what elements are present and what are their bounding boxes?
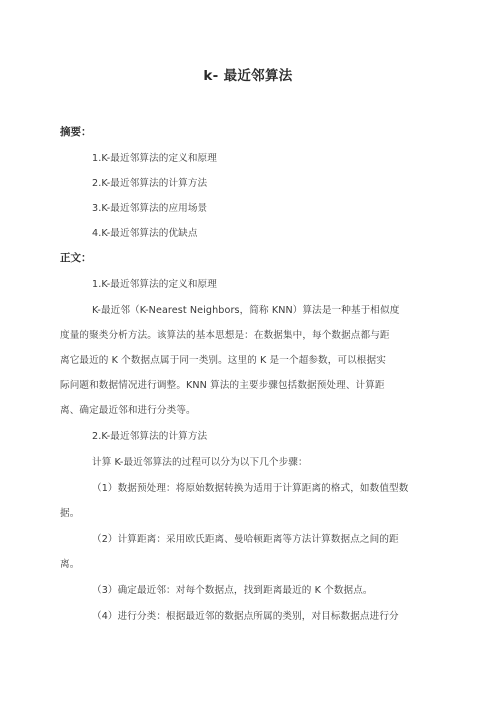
- abstract-item: 2.K-最近邻算法的计算方法: [92, 178, 208, 189]
- step-line: （3）确定最近邻：对每个数据点，找到距离最近的 K 个数据点。: [92, 585, 373, 596]
- step-line: 离。: [60, 559, 80, 570]
- paragraph-line: 计算 K-最近邻算法的过程可以分为以下几个步骤：: [92, 457, 308, 468]
- document-title: k- 最近邻算法: [203, 68, 293, 84]
- step-line: （2）计算距离：采用欧氏距离、曼哈顿距离等方法计算数据点之间的距: [92, 534, 399, 545]
- abstract-item: 1.K-最近邻算法的定义和原理: [92, 153, 217, 164]
- body-heading: 正文：: [60, 252, 92, 264]
- abstract-heading: 摘要：: [60, 126, 92, 138]
- step-line: （4）进行分类：根据最近邻的数据点所属的类别，对目标数据点进行分: [92, 611, 399, 622]
- paragraph-line: K-最近邻（K-Nearest Neighbors，简称 KNN）算法是一种基于相似度: [92, 305, 400, 316]
- paragraph-line: 度量的聚类分析方法。该算法的基本思想是：在数据集中，每个数据点都与距: [60, 330, 390, 341]
- paragraph-line: 离它最近的 K 个数据点属于同一类别。这里的 K 是一个超参数，可以根据实: [60, 355, 386, 366]
- paragraph-line: 离、确定最近邻和进行分类等。: [60, 405, 196, 416]
- abstract-item: 4.K-最近邻算法的优缺点: [92, 228, 198, 239]
- step-line: （1）数据预处理：将原始数据转换为适用于计算距离的格式，如数值型数: [92, 483, 409, 494]
- paragraph-line: 际问题和数据情况进行调整。KNN 算法的主要步骤包括数据预处理、计算距: [60, 380, 385, 391]
- step-line: 据。: [60, 508, 80, 519]
- section-title: 2.K-最近邻算法的计算方法: [92, 431, 208, 442]
- section-title: 1.K-最近邻算法的定义和原理: [92, 279, 217, 290]
- abstract-item: 3.K-最近邻算法的应用场景: [92, 203, 208, 214]
